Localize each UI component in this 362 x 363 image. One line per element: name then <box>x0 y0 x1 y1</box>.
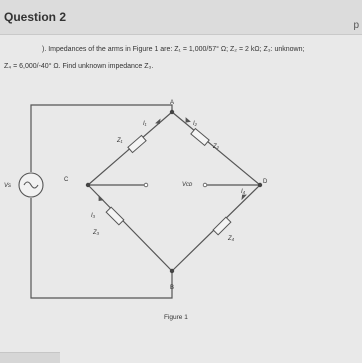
current-i2-label: I₂ <box>193 121 197 127</box>
wire-source-to-b <box>31 198 175 298</box>
vcd-terminal-left <box>144 183 148 187</box>
impedance-z1-box <box>128 135 146 152</box>
impedance-z1-label: Z₁ <box>117 138 123 144</box>
question-text-line-2: Z₄ = 6,000/-40° Ω. Find unknown impedance Z₃. <box>4 63 154 70</box>
impedance-z2-box <box>191 129 209 146</box>
current-i3-label: I₃ <box>91 213 96 219</box>
node-d-dot <box>258 183 262 187</box>
arrow-i2-icon <box>186 118 190 122</box>
impedance-z4-box <box>213 217 231 235</box>
node-b-dot <box>170 269 174 273</box>
impedance-z3-label: Z₃ <box>93 230 100 236</box>
question-header <box>0 0 362 35</box>
bottom-strip <box>0 352 60 363</box>
vcd-terminal-right <box>203 183 207 187</box>
question-title: Question 2 <box>4 10 67 24</box>
node-b-label: B <box>170 285 175 291</box>
current-i4-label: I₄ <box>241 189 246 195</box>
arrow-i3-icon <box>99 196 103 201</box>
source-label: Vs <box>4 183 12 189</box>
arrow-i1-icon <box>156 120 160 124</box>
node-c-dot <box>86 183 90 187</box>
wire-a-to-source <box>31 105 172 172</box>
vcd-label: Vᴄᴅ <box>182 182 193 188</box>
arrow-i4-icon <box>242 195 246 199</box>
figure-caption: Figure 1 <box>164 314 188 321</box>
node-d-label: D <box>263 179 268 185</box>
question-text-line-1: ). Impedances of the arms in Figure 1 are: Z₁ = 1,000/57° Ω; Z₂ = 2 kΩ; Z₃: unknown; <box>42 46 305 53</box>
node-a-dot <box>170 110 174 114</box>
impedance-z2-label: Z₂ <box>213 144 219 150</box>
corner-text: p <box>353 20 359 31</box>
node-c-label: C <box>64 177 69 183</box>
node-a-label: A <box>170 100 175 106</box>
impedance-z3-box <box>106 207 124 225</box>
current-i1-label: I₁ <box>143 121 147 127</box>
bridge-circuit-figure <box>0 90 362 330</box>
impedance-z4-label: Z₄ <box>228 236 235 242</box>
